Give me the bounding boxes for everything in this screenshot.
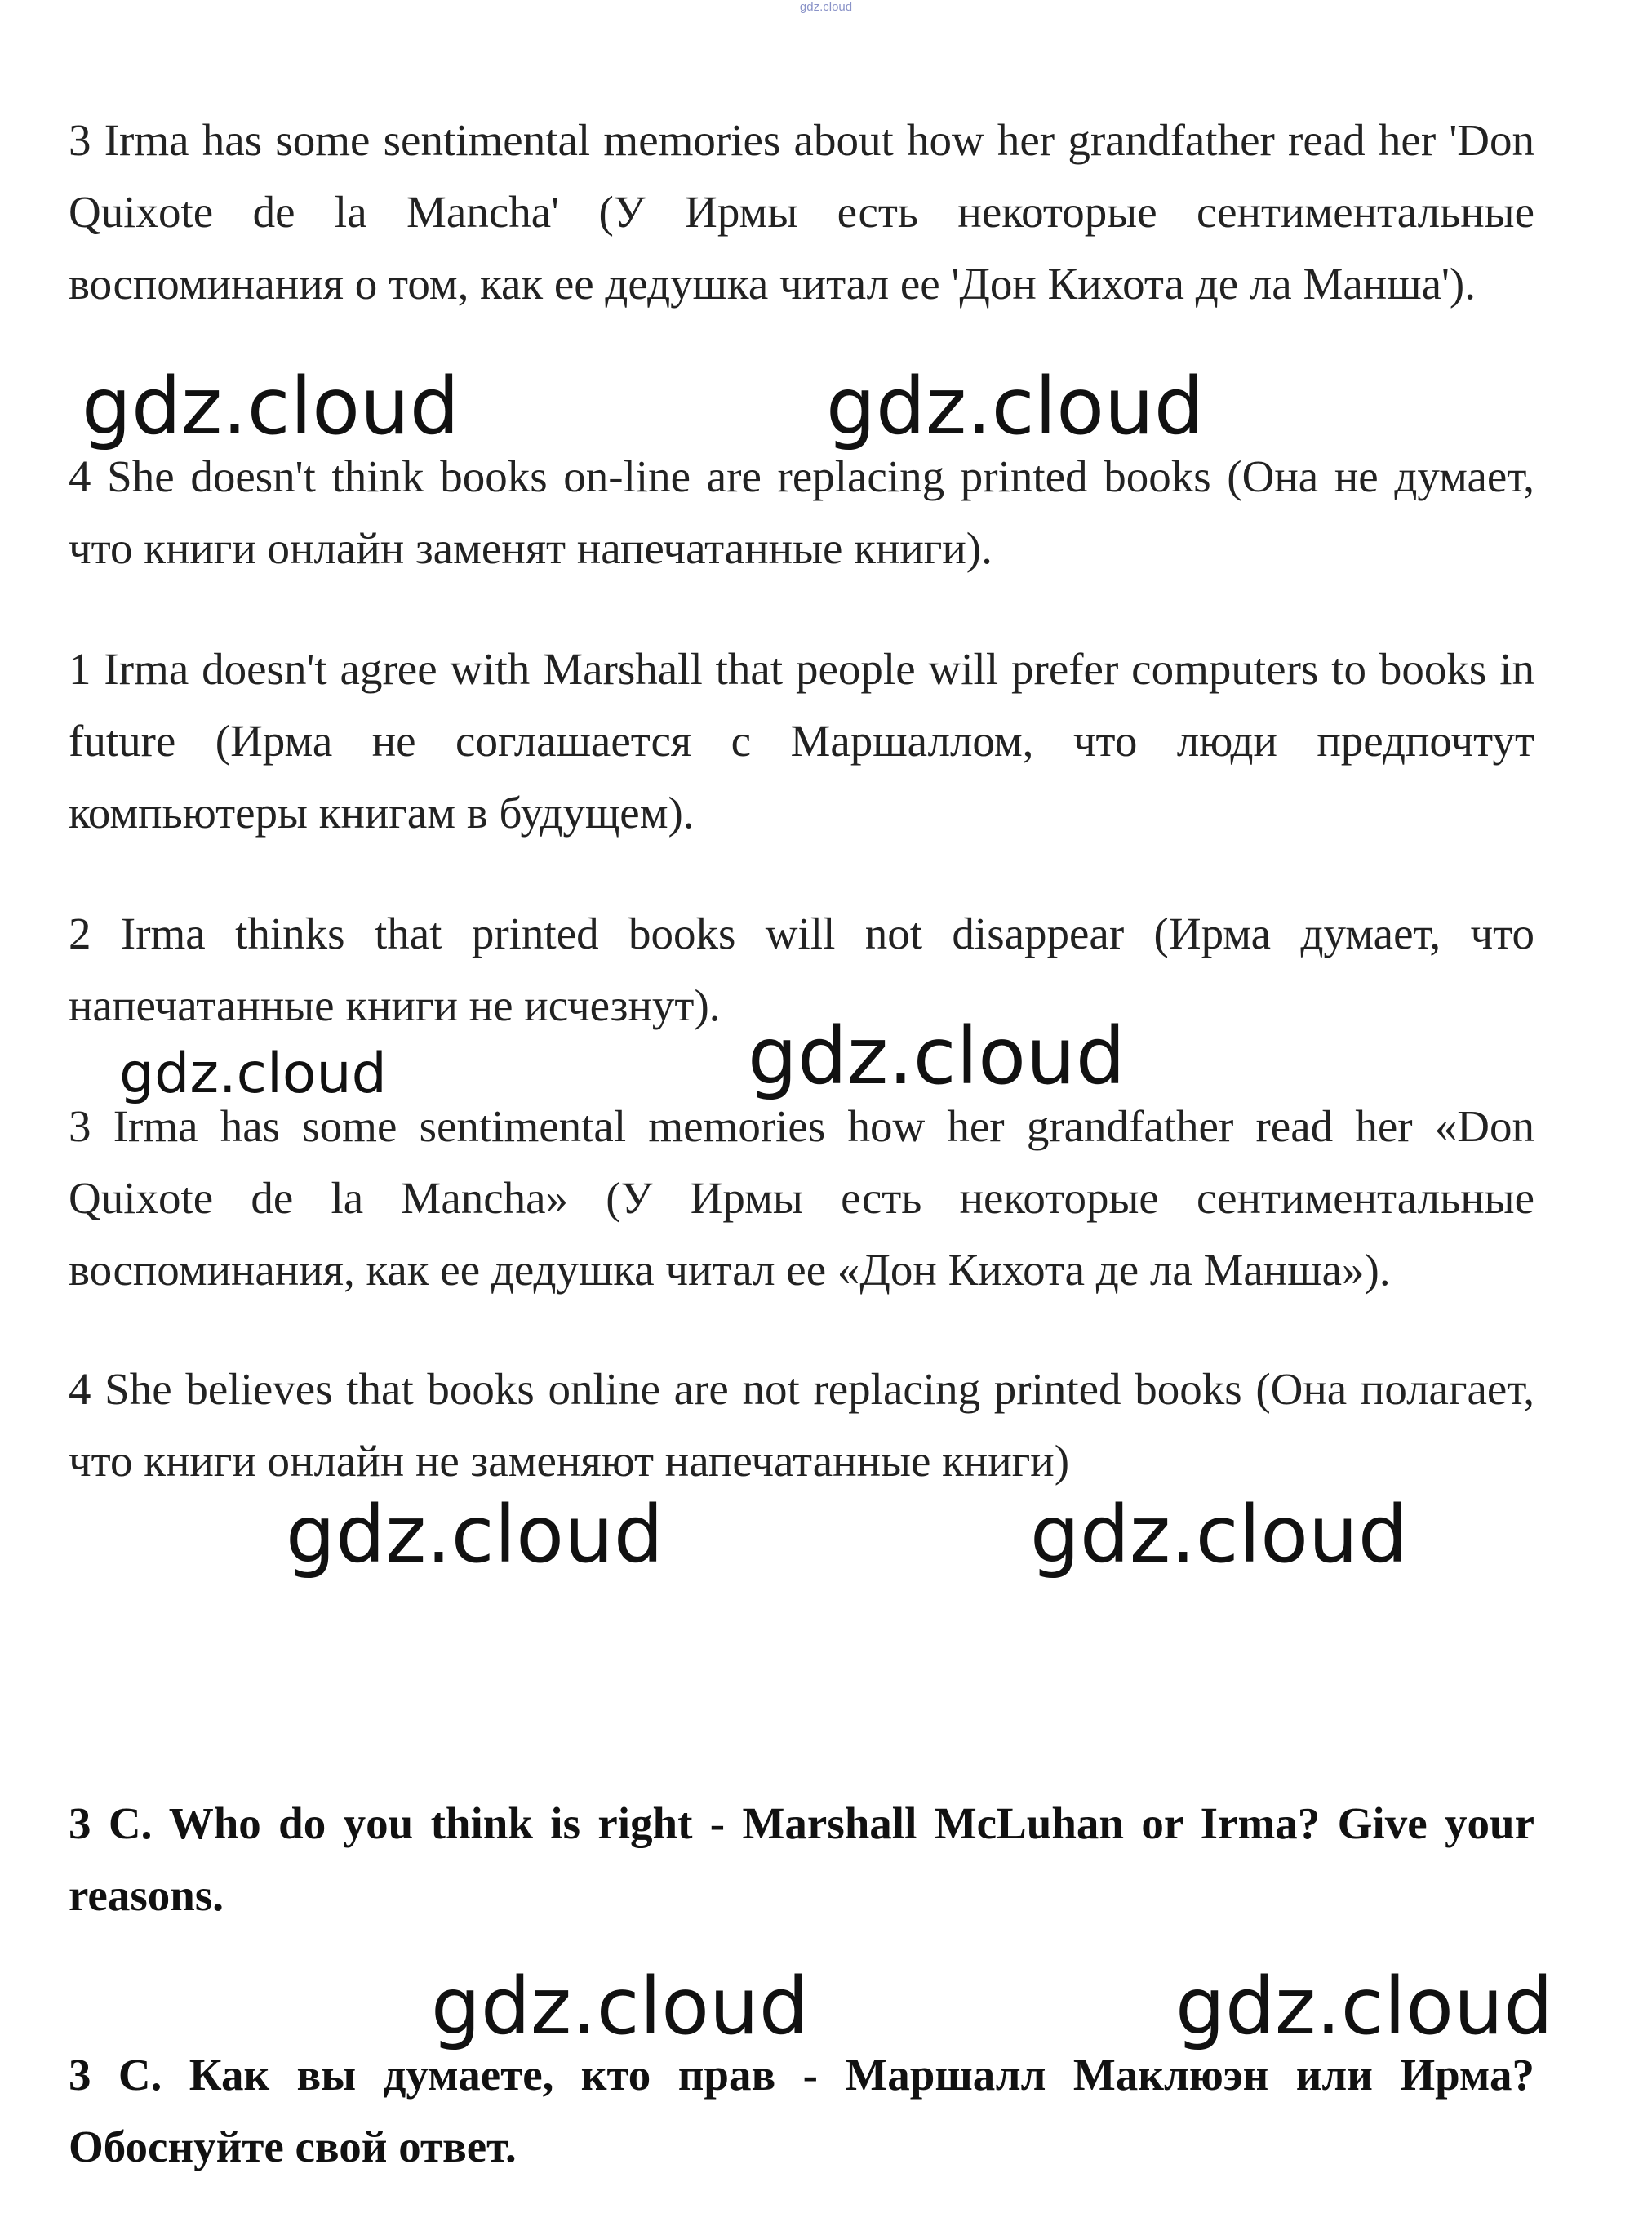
paragraph-answer-3-second: 3 Irma has some sentimental memories how her grandfather read her «Don Quixote de la Mancha» (У Ирмы есть некоторые сентиментальные воспоминания, как ее дедушка читал ее «Дон Кихота де ла Манша»). bbox=[69, 1101, 1534, 1295]
watermark: gdz.cloud bbox=[1175, 1961, 1553, 2052]
watermark: gdz.cloud bbox=[431, 1961, 809, 2052]
paragraph-answer-4-second: 4 She believes that books online are not replacing printed books (Она полагает, что книги онлайн не заменяют напечатанные книги) bbox=[69, 1364, 1534, 1486]
watermark: gdz.cloud bbox=[748, 1011, 1126, 1102]
paragraph-answer-4-first: 4 She doesn't think books on-line are replacing printed books (Она не думает, что книги онлайн заменят напечатанные книги). bbox=[69, 451, 1534, 573]
watermark: gdz.cloud bbox=[826, 361, 1204, 452]
header-watermark: gdz.cloud bbox=[799, 0, 853, 14]
watermark: gdz.cloud bbox=[119, 1042, 387, 1106]
paragraph-answer-2: 2 Irma thinks that printed books will not disappear (Ирма думает, что напечатанные книги не исчезнут). bbox=[69, 909, 1534, 1030]
watermark: gdz.cloud bbox=[286, 1489, 664, 1580]
task-heading-english: 3 C. Who do you think is right - Marshall McLuhan or Irma? Give your reasons. bbox=[69, 1798, 1534, 1920]
paragraph-answer-3-first: 3 Irma has some sentimental memories about how her grandfather read her 'Don Quixote de la Mancha' (У Ирмы есть некоторые сентиментальные воспоминания о том, как ее дедушка читал ее 'Дон Кихота де ла Манша'). bbox=[69, 115, 1534, 309]
watermark: gdz.cloud bbox=[82, 361, 460, 452]
paragraph-answer-1: 1 Irma doesn't agree with Marshall that people will prefer computers to books in future (Ирма не соглашается с Маршаллом, что люди предпочтут компьютеры книгам в будущем). bbox=[69, 644, 1534, 838]
task-heading-russian: 3 C. Как вы думаете, кто прав - Маршалл Маклюэн или Ирма? Обоснуйте свой ответ. bbox=[69, 2050, 1534, 2171]
watermark: gdz.cloud bbox=[1030, 1489, 1408, 1580]
